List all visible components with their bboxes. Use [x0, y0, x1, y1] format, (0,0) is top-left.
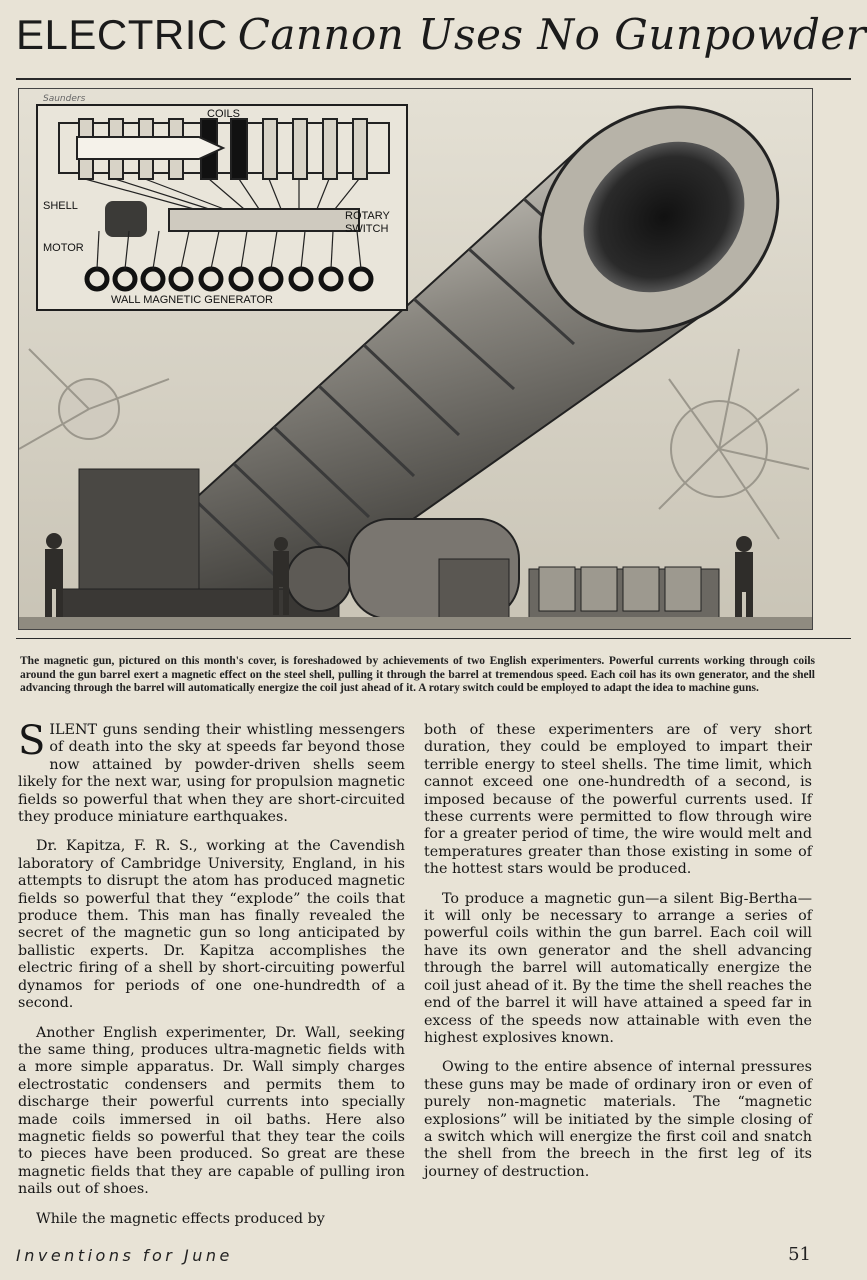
page-number: 51 [788, 1244, 811, 1265]
paragraph: Dr. Kapitza, F. R. S., working at the Cavendish laboratory of Cambridge University, England, in his attempts to disrupt the atom has produced magnetic fields so powerful that they “explode” the coils that produce them. This man has finally revealed the secret of the magnetic gun so long anticipated by ballistic experts. Dr. Kapitza accomplishes the electric firing of a shell by short-circuiting powerful dynamos for periods of one one-hundredth of a second. [18, 838, 405, 1012]
cannon-illustration [18, 88, 813, 630]
illustration-caption: The magnetic gun, pictured on this month's cover, is foreshadowed by achievements of two English experimenters. Powerful currents working through coils around the gun barrel exert a magnetic effect on the steel shell, pulling it through the barrel at tremendous speed. Each coil has its own generator, and the shell advancing through the barrel will automatically energize the coil just ahead of it. A rotary switch could be employed to adapt the idea to machine guns. [20, 655, 815, 695]
paragraph: both of these experimenters are of very short duration, they could be employed to impart their terrible energy to steel shells. The time limit, which cannot exceed one one-hundredth of a second, is imposed because of the powerful currents used. If these currents were permitted to flow through wire for a greater period of time, the wire would melt and temperatures greater than those existing in some of the hottest stars would be produced. [424, 722, 812, 878]
paragraph: Owing to the entire absence of internal pressures these guns may be made of ordinary iron or even of purely non-magnetic materials. The “magnetic explosions” will be initiated by the simple closing of a switch which will energize the first coil and snatch the shell from the breech in the first leg of its journey of destruction. [424, 1059, 812, 1180]
magazine-footer: Inventions for June [16, 1246, 233, 1265]
artist-signature: Saunders [43, 94, 86, 104]
article-column-right [424, 722, 812, 1193]
label-shell: SHELL [43, 200, 78, 212]
illustration-art [19, 89, 812, 629]
article-column-left [18, 718, 405, 1228]
paragraph: To produce a magnetic gun—a silent Big-Bertha—it will only be necessary to arrange a series of powerful coils within the gun barrel. Each coil will have its own generator and the shell advancing through the barrel will automatically energize the coil just ahead of it. By the time the shell reaches the end of the barrel it will have attained a speed far in excess of the speeds now attainable with even the highest explosives known. [424, 890, 812, 1046]
label-rotary: ROTARY [345, 210, 390, 222]
label-coils: COILS [207, 108, 241, 120]
title-word-electric: ELECTRIC [16, 11, 228, 58]
paragraph-text: ILENT guns sending their whistling messengers of death into the sky at speeds far beyond those now attained by powder-driven shells seem likely for the next war, using for propulsion magnetic fields so powerful that when they are short-circuited they produce miniature earthquakes. [18, 722, 405, 826]
label-switch: SWITCH [345, 223, 389, 235]
label-motor: MOTOR [43, 242, 84, 254]
paragraph [18, 718, 405, 826]
paragraph: Another English experimenter, Dr. Wall, seeking the same thing, produces ultra-magnetic fields with a more simple apparatus. Dr. Wall simply charges electrostatic condensers and permits them to discharge their powerful currents into specially made coils immersed in oil baths. Here also magnetic fields so powerful that they tear the coils to pieces have been produced. So great are these magnetic fields that they are capable of pulling iron nails out of shoes. [18, 1024, 405, 1198]
title-rest: Cannon Uses No Gunpowder [237, 10, 867, 59]
caption-rule [16, 638, 851, 639]
title-rule [16, 78, 851, 80]
article-title [16, 10, 867, 74]
inset-diagram [37, 94, 407, 310]
drop-cap: S [18, 718, 46, 764]
label-generator: WALL MAGNETIC GENERATOR [111, 294, 273, 306]
paragraph: While the magnetic effects produced by [36, 1210, 325, 1227]
